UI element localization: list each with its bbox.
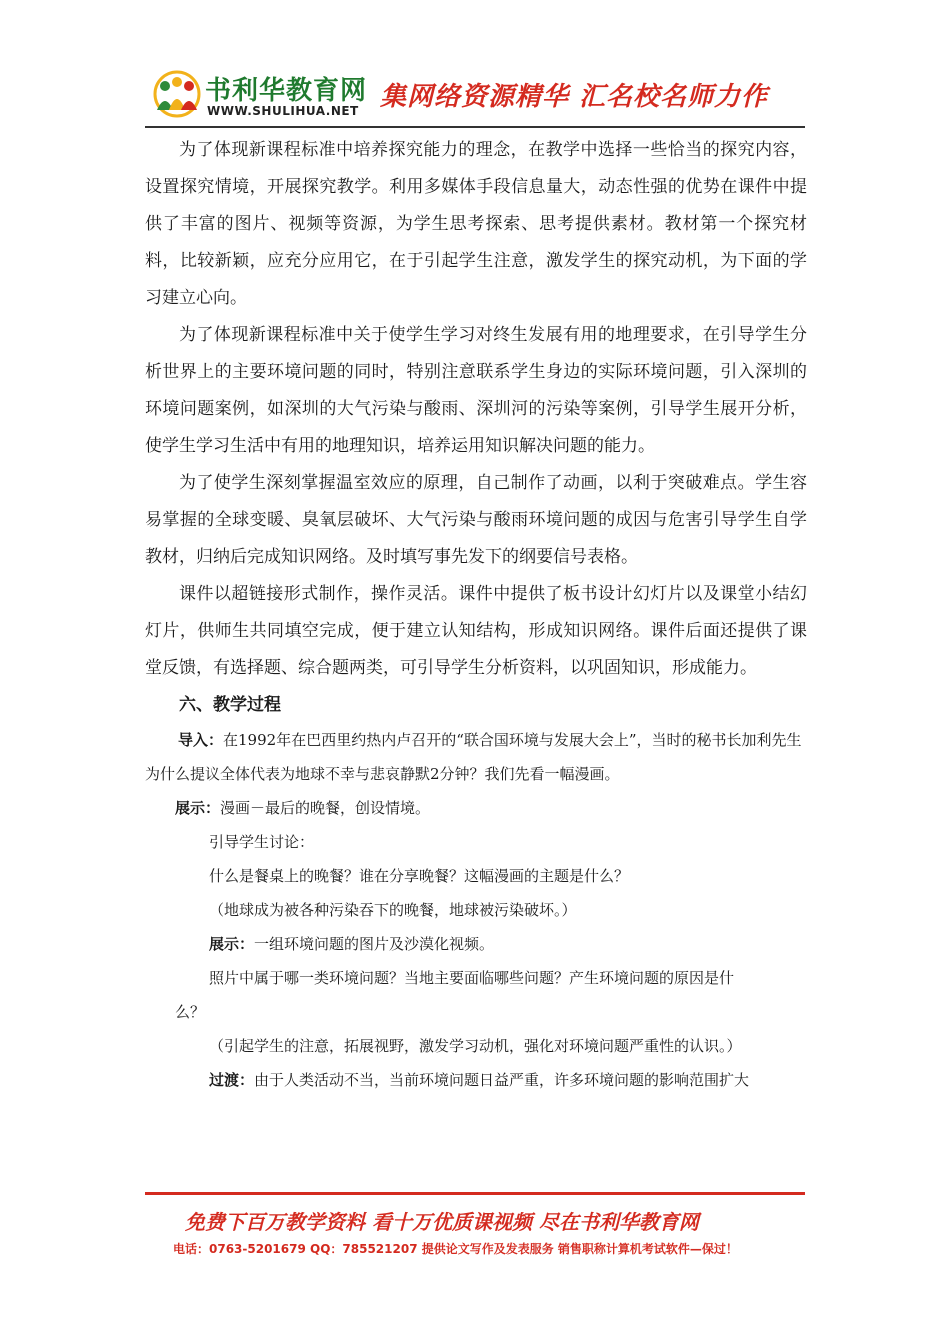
header-divider (145, 126, 805, 128)
show-images (145, 927, 807, 961)
section-heading: 六、教学过程 (179, 695, 281, 715)
document-body (145, 132, 807, 1097)
page-header (145, 64, 805, 130)
footer-contact: 电话：0763-5201679 QQ：785521207 提供论文写作及发表服务 销售职称计算机考试软件—保过！ (173, 1242, 738, 1256)
intro-label: 导入： (178, 731, 224, 749)
people-circle-logo-icon (151, 70, 203, 118)
show-text: 漫画－最后的晚餐，创设情境。 (220, 799, 431, 817)
page-footer (145, 1192, 805, 1272)
guide-line: 引导学生讨论： (209, 833, 315, 851)
transition-text: 由于人类活动不当，当前环境问题日益严重，许多环境问题的影响范围扩大 (254, 1071, 750, 1089)
question-1: 什么是餐桌上的晚餐？谁在分享晚餐？这幅漫画的主题是什么？ (209, 867, 630, 885)
answer-2: （引起学生的注意，拓展视野，激发学习动机，强化对环境问题严重性的认识。） (209, 1037, 742, 1055)
brand-url: WWW.SHULIHUA.NET (207, 104, 359, 118)
question-2-line-1: 照片中属于哪一类环境问题？当地主要面临哪些问题？产生环境问题的原因是什 (209, 969, 735, 987)
transition-line (145, 1063, 807, 1097)
footer-slogan: 免费下百万教学资料 看十万优质课视频 尽在书利华教育网 (185, 1210, 699, 1234)
header-slogan: 集网络资源精华 汇名校名师力作 (380, 82, 769, 112)
paragraph-2: 为了体现新课程标准中关于使学生学习对终生发展有用的地理要求，在引导学生分析世界上的主要环境问题的同时，特别注意联系学生身边的实际环境问题，引入深圳的环境问题案例，如深圳的大气污染与酸雨、深圳河的污染等案例，引导学生展开分析，使学生学习生活中有用的地理知识，培养运用知识解决问题的能力。 (145, 325, 807, 456)
paragraph-1: 为了体现新课程标准中培养探究能力的理念，在教学中选择一些恰当的探究内容，设置探究情境，开展探究教学。利用多媒体手段信息量大，动态性强的优势在课件中提供了丰富的图片、视频等资源，为学生思考探索、思考提供素材。教材第一个探究材料，比较新颖，应充分应用它，在于引起学生注意，激发学生的探究动机，为下面的学习建立心向。 (145, 140, 807, 308)
show-text-2: 一组环境问题的图片及沙漠化视频。 (254, 935, 495, 953)
footer-divider (145, 1192, 805, 1195)
show-label-2: 展示： (209, 935, 255, 953)
answer-1: （地球成为被各种污染吞下的晚餐，地球被污染破坏。） (209, 901, 577, 919)
paragraph-3: 为了使学生深刻掌握温室效应的原理，自己制作了动画，以利于突破难点。学生容易掌握的全球变暖、臭氧层破坏、大气污染与酸雨环境问题的成因与危害引导学生自学教材，归纳后完成知识网络。及时填写事先发下的纲要信号表格。 (145, 473, 807, 567)
show-label: 展示： (175, 799, 221, 817)
show-comic (145, 791, 807, 825)
transition-label: 过渡： (209, 1071, 255, 1089)
paragraph-4: 课件以超链接形式制作，操作灵活。课件中提供了板书设计幻灯片以及课堂小结幻灯片，供师生共同填空完成，便于建立认知结构，形成知识网络。课件后面还提供了课堂反馈，有选择题、综合题两类，可引导学生分析资料，以巩固知识，形成能力。 (145, 584, 807, 678)
brand-name: 书利华教育网 (205, 76, 368, 106)
question-2-line-2: 么？ (175, 1003, 206, 1021)
intro-text: 在1992年在巴西里约热内卢召开的“联合国环境与发展大会上”，当时的秘书长加利先生为什么提议全体代表为地球不幸与悲哀静默2分钟？我们先看一幅漫画。 (145, 731, 802, 783)
intro-paragraph (145, 723, 807, 791)
